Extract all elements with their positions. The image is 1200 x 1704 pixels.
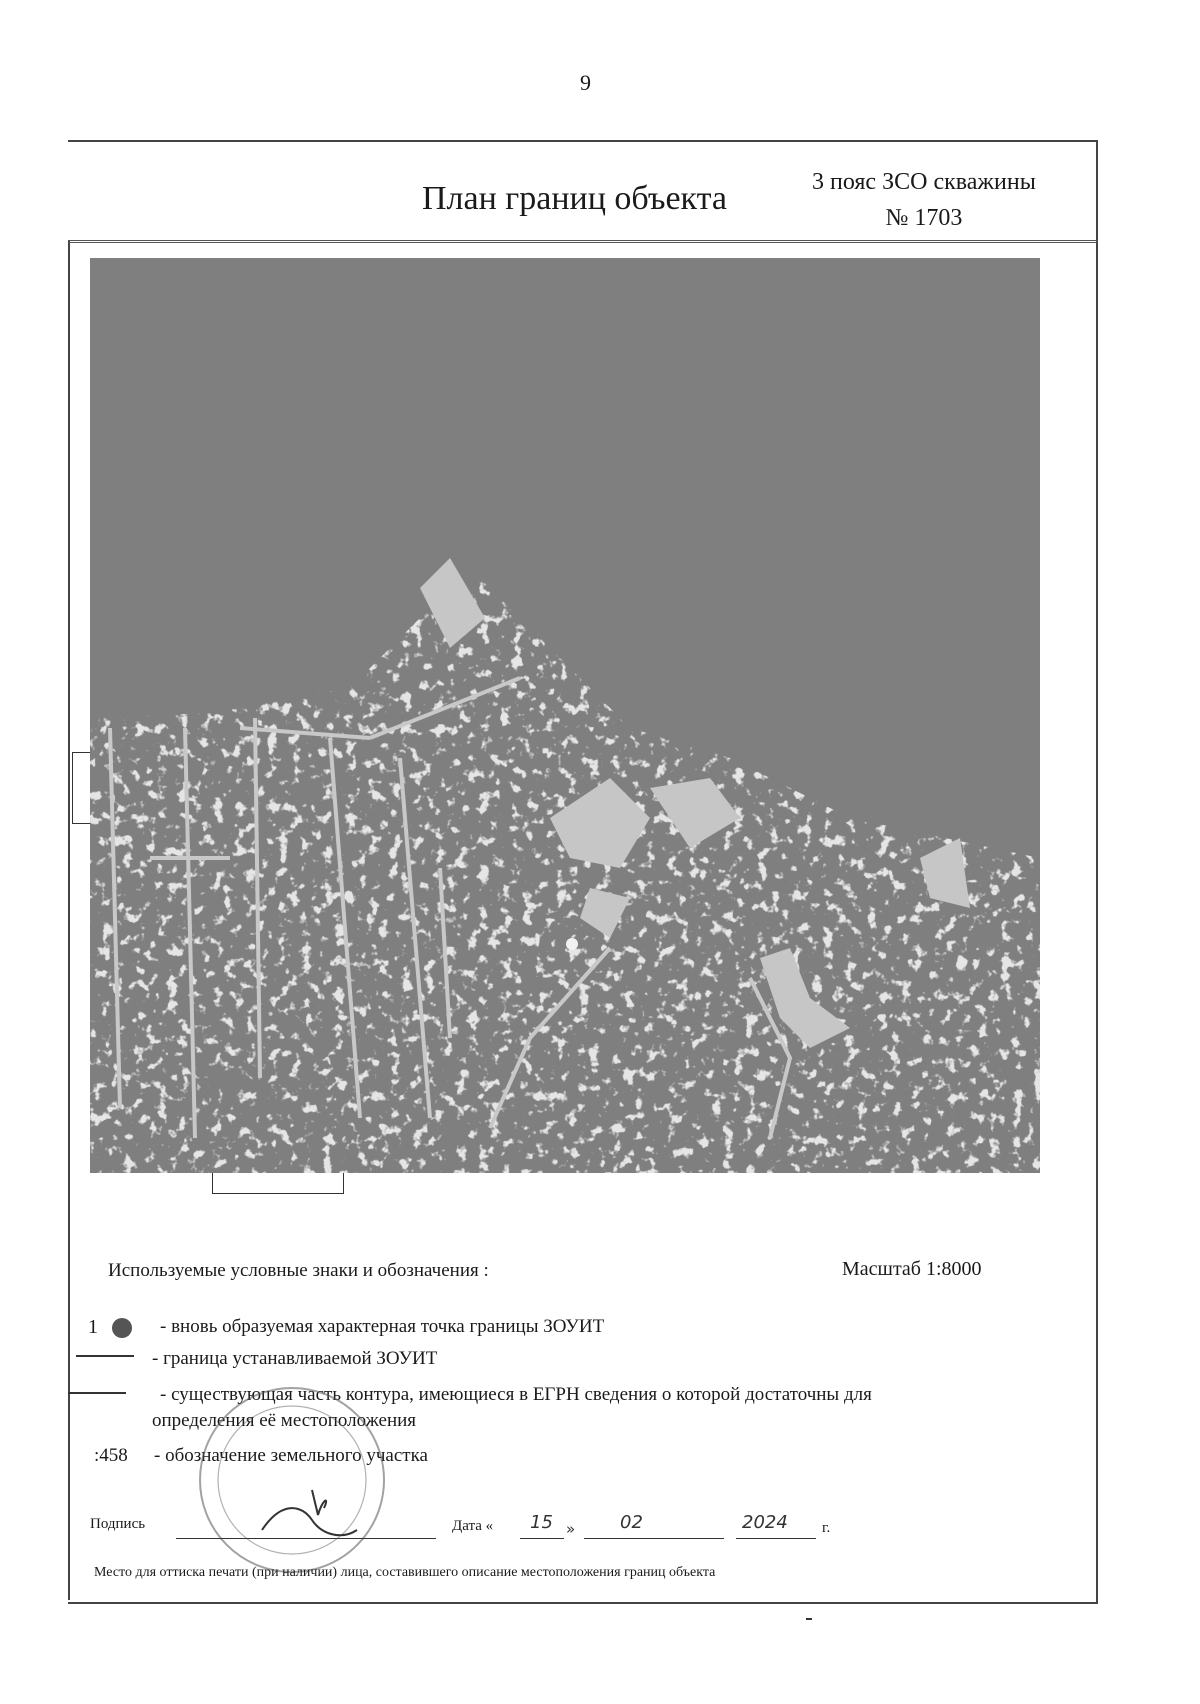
date-year: 2024 [742, 1512, 788, 1533]
satellite-map [90, 258, 1040, 1173]
zone-title-line2: № 1703 [885, 205, 963, 231]
legend-existing-text-line1: - существующая часть контура, имеющиеся в ЕГРН сведения о которой достаточны для [160, 1384, 872, 1405]
legend-parcel-text: - обозначение земельного участка [154, 1445, 428, 1466]
legend-existing-line-icon [68, 1392, 126, 1394]
date-month-line [584, 1538, 724, 1539]
map-scale: Масштаб 1:8000 [842, 1258, 982, 1280]
legend-boundary-line-icon [76, 1355, 134, 1357]
date-day-line [520, 1538, 564, 1539]
map-tab-left [72, 752, 91, 824]
zone-title-line1: 3 пояс ЗСО скважины [812, 169, 1036, 195]
plan-title: План границ объекта [422, 180, 727, 217]
date-label: Дата « [452, 1518, 494, 1534]
signature-line [176, 1538, 436, 1539]
map-tab-bottom [212, 1173, 344, 1194]
date-day: 15 [530, 1512, 553, 1533]
zone-title [812, 164, 1036, 236]
legend-parcel-label: :458 [94, 1445, 128, 1466]
legend-existing-text-line2: определения её местоположения [152, 1410, 417, 1431]
page-number: 9 [580, 70, 591, 95]
date-year-suffix: г. [822, 1520, 831, 1536]
zone-point-marker [566, 938, 578, 950]
margin-dash [806, 1618, 812, 1620]
legend-point-number: 1 [88, 1316, 98, 1338]
date-month: 02 [620, 1512, 643, 1533]
legend-boundary-text: - граница устанавливаемой ЗОУИТ [152, 1348, 438, 1369]
legend-point-text: - вновь образуемая характерная точка границы ЗОУИТ [160, 1316, 605, 1337]
map-image [90, 258, 1040, 1173]
seal-stamp-icon [192, 1380, 392, 1580]
date-day-close: » [566, 1520, 576, 1538]
document-frame-left [68, 240, 70, 1600]
legend-title: Используемые условные знаки и обозначения : [108, 1260, 489, 1281]
signature-label: Подпись [90, 1516, 146, 1532]
stamp-place-note: Место для оттиска печати (при наличии) лица, составившего описание местоположения границ объекта [94, 1565, 716, 1580]
header-rule [68, 240, 1098, 243]
legend-point-dot-icon [112, 1318, 132, 1338]
date-year-line [736, 1538, 816, 1539]
